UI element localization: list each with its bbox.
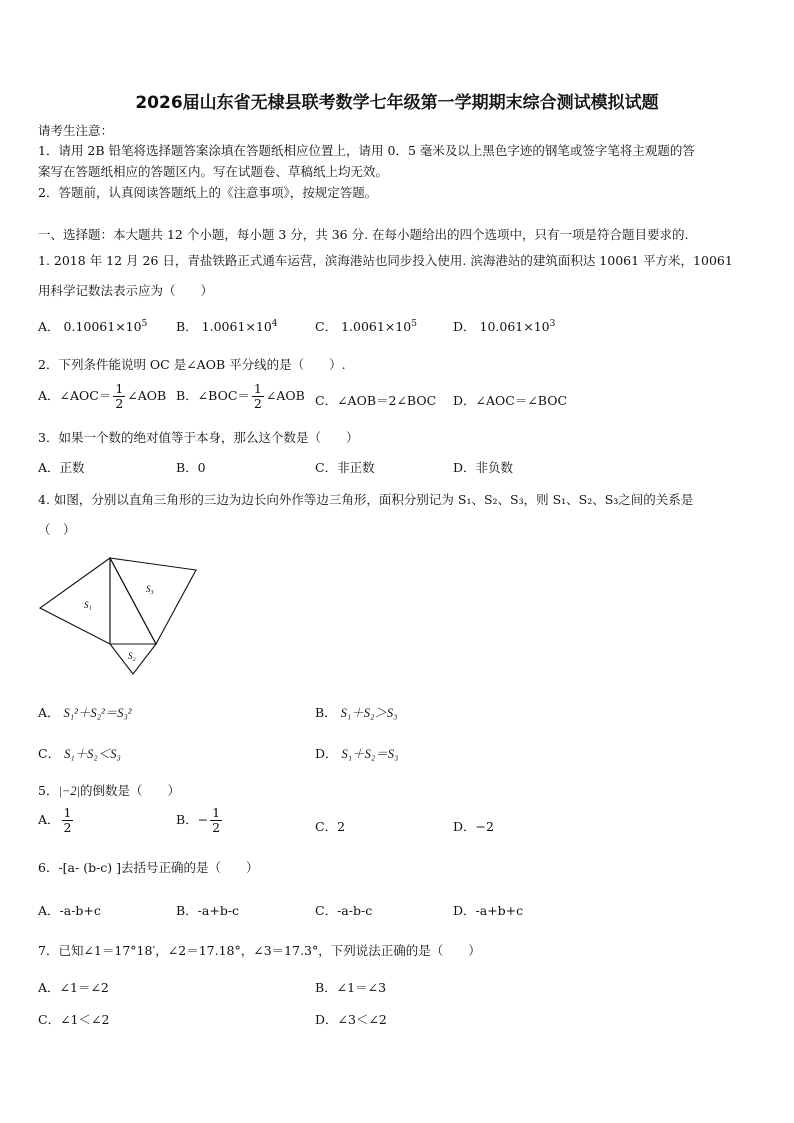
q4-stem-a: 4. 如图，分别以直角三角形的三边为边长向外作等边三角形，面积分别记为 S₁、S₂、S₃，则 S₁、S₂、S₃之间的关系是 (38, 492, 694, 507)
q6-option-c[interactable]: C．-a-b-c (315, 903, 373, 918)
label-s3: S₃ (146, 584, 154, 594)
q7-option-a[interactable]: A．∠1＝∠2 (38, 980, 109, 995)
q2-stem: 2．下列条件能说明 OC 是∠AOB 平分线的是（ ）. (38, 357, 346, 372)
q4-option-d[interactable]: D． S₁＋S₂＝S₃ (315, 746, 399, 761)
q3-option-b[interactable]: B．0 (176, 460, 206, 475)
notice-item-1a: 1．请用 2B 铅笔将选择题答案涂填在答题纸相应位置上，请用 0．5 毫米及以上黑色字迹的钢笔或签字笔将主观题的答 (38, 143, 695, 158)
q1-option-b[interactable]: B． $1.0061\times 10^4$ (176, 318, 278, 334)
q7-option-b[interactable]: B．∠1＝∠3 (315, 980, 387, 995)
q6-stem: 6．-[a- (b-c) ]去括号正确的是（ ） (38, 860, 259, 875)
triangle-s3 (110, 558, 196, 644)
q1-option-d[interactable]: D． $10.061\times 10^3$ (453, 318, 556, 334)
q1-stem-a: 1. 2018 年 12 月 26 日，青盐铁路正式通车运营，滨海港站也同步投入使用. 滨海港站的建筑面积达 10061 平方米，10061 (38, 253, 733, 268)
q7-option-c[interactable]: C．∠1＜∠2 (38, 1012, 110, 1027)
q3-option-a[interactable]: A．正数 (38, 460, 85, 475)
q4-option-a[interactable]: A． S₁²＋S₂²＝S₃² (38, 705, 132, 720)
q1-stem-b: 用科学记数法表示应为（ ） (38, 283, 214, 298)
q7-option-d[interactable]: D．∠3＜∠2 (315, 1012, 387, 1027)
triangle-s1 (40, 558, 110, 644)
q3-option-c[interactable]: C．非正数 (315, 460, 375, 475)
label-s1: S₁ (84, 600, 92, 610)
q2-option-a[interactable]: A．∠AOC＝ $\frac{1}{2}$ ∠AOB (38, 381, 167, 411)
triangle-diagram (36, 552, 201, 678)
q2-option-d[interactable]: D．∠AOC＝∠BOC (453, 393, 568, 408)
page-title: 2026届山东省无棣县联考数学七年级第一学期期末综合测试模拟试题 (135, 93, 659, 113)
q6-option-d[interactable]: D．-a+b+c (453, 903, 524, 918)
q5-option-d[interactable]: D．−2 (453, 819, 494, 834)
q6-option-b[interactable]: B．-a+b-c (176, 903, 240, 918)
section-heading: 一、选择题：本大题共 12 个小题，每小题 3 分，共 36 分. 在每小题给出的四个选项中，只有一项是符合题目要求的. (38, 227, 689, 242)
q1-option-c[interactable]: C． $1.0061\times 10^5$ (315, 318, 417, 334)
q2-option-b[interactable]: B．∠BOC＝ $\frac{1}{2}$ ∠AOB (176, 381, 305, 411)
q6-option-a[interactable]: A．-a-b+c (38, 903, 101, 918)
q3-stem: 3．如果一个数的绝对值等于本身，那么这个数是（ ） (38, 430, 359, 445)
q5-stem: 5．|−2|的倒数是（ ） (38, 783, 181, 798)
q3-option-d[interactable]: D．非负数 (453, 460, 514, 475)
q1-option-a[interactable]: A． $0.10061\times 10^5$ (38, 318, 148, 334)
q5-option-a[interactable]: A． $\frac{1}{2}$ (38, 805, 72, 835)
notice-item-2: 2．答题前，认真阅读答题纸上的《注意事项》，按规定答题。 (38, 185, 378, 200)
q4-option-b[interactable]: B． S₁＋S₂＞S₃ (315, 705, 398, 720)
q2-option-c[interactable]: C．∠AOB＝2∠BOC (315, 393, 437, 408)
q7-stem: 7．已知∠1＝17°18′，∠2＝17.18°，∠3＝17.3°，下列说法正确的是（ ） (38, 943, 481, 958)
notice-item-1b: 案写在答题纸相应的答题区内。写在试题卷、草稿纸上均无效。 (38, 164, 389, 179)
q5-option-b[interactable]: B．− $\frac{1}{2}$ (176, 805, 221, 835)
q4-stem-b: （ ） (38, 522, 76, 537)
q4-option-c[interactable]: C． S₁＋S₂＜S₃ (38, 746, 121, 761)
notice-heading: 请考生注意： (38, 123, 114, 138)
q5-option-c[interactable]: C．2 (315, 819, 346, 834)
label-s2: S₂ (128, 651, 136, 661)
